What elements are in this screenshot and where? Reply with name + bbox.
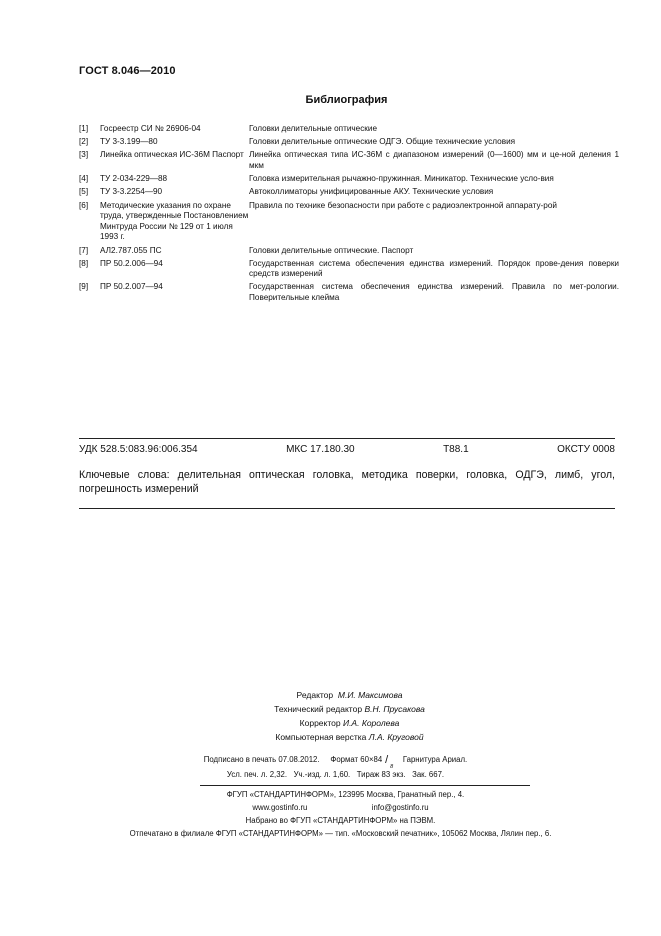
mks-code: МКС 17.180.30 bbox=[286, 444, 355, 455]
document-id: ГОСТ 8.046—2010 bbox=[79, 65, 176, 77]
bibliography-entry bbox=[79, 246, 619, 257]
entry-number: [4] bbox=[79, 174, 89, 184]
entry-source: ТУ 3-3.2254—90 bbox=[100, 187, 163, 197]
bibliography-list bbox=[79, 124, 619, 306]
credits-block bbox=[0, 688, 661, 744]
corrector-name: И.А. Королева bbox=[342, 718, 400, 728]
entry-description: Линейка оптическая типа ИС-36М с диапазоном измерений (0—1600) мм и це-ной деления 1 мкм bbox=[249, 150, 619, 170]
entry-number: [3] bbox=[79, 150, 89, 160]
bibliography-entry bbox=[79, 174, 619, 185]
bibliography-entry bbox=[79, 187, 619, 198]
entry-number: [8] bbox=[79, 258, 89, 268]
typeface: Гарнитура Ариал. bbox=[402, 755, 468, 764]
entry-description: Автоколлиматоры унифицированные АКУ. Технические условия bbox=[249, 187, 494, 197]
entry-number: [2] bbox=[79, 137, 89, 147]
classification-line bbox=[79, 444, 615, 455]
entry-source: Методические указания по охране труда, утвержденные Постановлением Минтруда России № 129 от 1 июля 1993 г. bbox=[100, 200, 249, 242]
entry-number: [5] bbox=[79, 187, 89, 197]
layout-name: Л.А. Круговой bbox=[368, 732, 424, 742]
entry-description: Головка измерительная рычажно-пружинная. Миникатор. Технические усло-вия bbox=[249, 174, 554, 184]
entry-source: Госреестр СИ № 26906-04 bbox=[100, 124, 201, 133]
publisher-email[interactable]: info@gostinfo.ru bbox=[371, 803, 429, 812]
group-code: Т88.1 bbox=[443, 444, 469, 455]
publisher-website[interactable]: www.gostinfo.ru bbox=[252, 803, 308, 812]
order-number: Зак. 667. bbox=[412, 770, 445, 779]
tech-editor-name: В.Н. Прусакова bbox=[364, 704, 425, 714]
entry-source: ПР 50.2.006—94 bbox=[100, 258, 163, 268]
format-label: Формат 60 bbox=[330, 755, 369, 764]
print-sheets: Усл. печ. л. 2,32. bbox=[226, 770, 288, 779]
entry-description: Государственная система обеспечения единства измерений. Порядок прове-дения поверки средств измерений bbox=[249, 258, 619, 279]
entry-number: [7] bbox=[79, 245, 89, 255]
bibliography-entry bbox=[79, 137, 619, 148]
bibliography-entry bbox=[79, 150, 619, 171]
entry-description: Головки делительные оптические. Паспорт bbox=[249, 245, 414, 255]
divider-top bbox=[79, 438, 615, 439]
print-run: Тираж 83 экз. bbox=[356, 770, 406, 779]
bibliography-entry bbox=[79, 259, 619, 280]
udc-code: УДК 528.5:083.96:006.354 bbox=[79, 444, 198, 455]
editor-name: М.И. Максимова bbox=[337, 690, 403, 700]
entry-source: ПР 50.2.007—94 bbox=[100, 282, 163, 292]
entry-source: ТУ 2-034-229—88 bbox=[100, 174, 168, 184]
bibliography-entry bbox=[79, 201, 619, 243]
entry-description: Головки делительные оптические ОДГЭ. Общие технические условия bbox=[249, 137, 516, 147]
entry-source: АЛ2.787.055 ПС bbox=[100, 245, 162, 255]
bibliography-title: Библиография bbox=[305, 94, 388, 106]
layout-label: Компьютерная верстка bbox=[275, 732, 367, 742]
format-fraction: / 8 bbox=[385, 753, 394, 770]
printed-note: Отпечатано в филиале ФГУП «СТАНДАРТИНФОРМ» — тип. «Московский печатник», 105062 Москва, Лялин пер., 6. bbox=[129, 829, 552, 838]
entry-description: Государственная система обеспечения единства измерений. Правила по мет-рологии. Поверительные клейма bbox=[249, 282, 619, 303]
entry-source: ТУ 3-3.199—80 bbox=[100, 137, 158, 147]
divider-imprint bbox=[200, 785, 530, 786]
entry-number: [9] bbox=[79, 282, 89, 292]
keywords: Ключевые слова: делительная оптическая головка, методика поверки, головка, ОДГЭ, лимб, угол, погрешность измерений bbox=[79, 469, 615, 495]
entry-description: Головки делительные оптические bbox=[249, 124, 378, 133]
publisher-block bbox=[0, 788, 661, 840]
divider-bottom bbox=[79, 508, 615, 509]
tech-editor-label: Технический редактор bbox=[274, 704, 363, 714]
publisher-address: ФГУП «СТАНДАРТИНФОРМ», 123995 Москва, Гранатный пер., 4. bbox=[226, 790, 465, 799]
entry-source: Линейка оптическая ИС-36М Паспорт bbox=[100, 150, 244, 160]
pub-sheets: Уч.-изд. л. 1,60. bbox=[293, 770, 351, 779]
format-times: ×84 bbox=[368, 755, 383, 764]
entry-number: [1] bbox=[79, 124, 89, 133]
imprint-block bbox=[0, 752, 661, 782]
signed-date: Подписано в печать 07.08.2012. bbox=[203, 755, 320, 764]
corrector-label: Корректор bbox=[299, 718, 341, 728]
okstu-code: ОКСТУ 0008 bbox=[557, 444, 615, 455]
bibliography-entry bbox=[79, 124, 619, 135]
editor-label: Редактор bbox=[296, 690, 334, 700]
bibliography-entry bbox=[79, 282, 619, 303]
entry-number: [6] bbox=[79, 200, 89, 210]
typeset-note: Набрано во ФГУП «СТАНДАРТИНФОРМ» на ПЭВМ. bbox=[245, 816, 436, 825]
entry-description: Правила по технике безопасности при работе с радиоэлектронной аппарату-рой bbox=[249, 200, 557, 210]
